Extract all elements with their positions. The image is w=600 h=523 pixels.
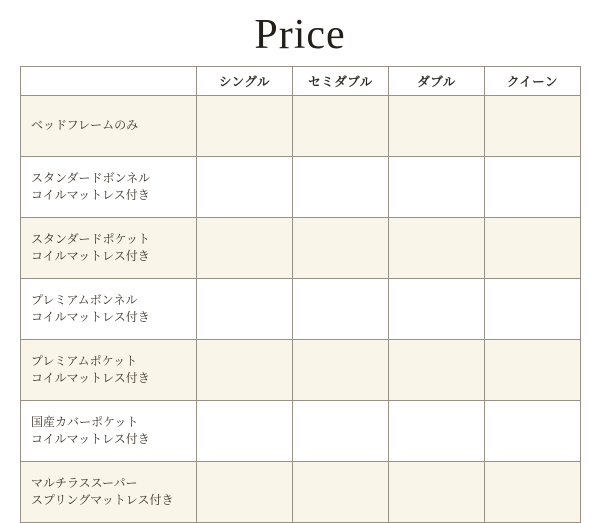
row-label-line: 国産カバーポケット <box>31 414 139 429</box>
price-cell <box>485 157 581 218</box>
row-label-standard-pocket <box>21 218 197 279</box>
row-label-line: コイルマットレス付き <box>31 371 150 386</box>
column-header-semi-double: セミダブル <box>293 67 389 96</box>
price-cell <box>197 96 293 157</box>
price-cell <box>389 401 485 462</box>
price-cell <box>197 401 293 462</box>
price-table-wrapper <box>20 66 580 523</box>
row-label-line: コイルマットレス付き <box>31 188 150 203</box>
price-cell <box>293 218 389 279</box>
row-label-frame-only <box>21 96 197 157</box>
row-label-line: コイルマットレス付き <box>31 432 150 447</box>
row-label-line: スタンダードボンネル <box>31 170 151 185</box>
table-header <box>21 67 581 96</box>
price-cell <box>485 218 581 279</box>
price-cell <box>389 96 485 157</box>
price-cell <box>293 462 389 523</box>
row-label-premium-bonnell <box>21 279 197 340</box>
table-row <box>21 157 581 218</box>
price-cell <box>197 157 293 218</box>
table-row <box>21 96 581 157</box>
row-label-domestic-cover-pocket <box>21 401 197 462</box>
price-table <box>20 66 581 523</box>
row-label-line: マルチラススーパー <box>31 475 138 490</box>
price-cell <box>293 96 389 157</box>
row-label-line: プレミアムボンネル <box>31 292 138 307</box>
row-label-line: スプリングマットレス付き <box>31 493 174 508</box>
price-cell <box>197 462 293 523</box>
price-cell <box>389 340 485 401</box>
row-label-premium-pocket <box>21 340 197 401</box>
row-label-line: スタンダードポケット <box>31 231 150 246</box>
row-label-line: コイルマットレス付き <box>31 249 150 264</box>
price-cell <box>389 218 485 279</box>
table-row <box>21 340 581 401</box>
table-row <box>21 462 581 523</box>
column-header-single: シングル <box>197 67 293 96</box>
table-body <box>21 96 581 523</box>
row-label-line: ベッドフレームのみ <box>31 118 139 133</box>
column-header-double: ダブル <box>389 67 485 96</box>
price-cell <box>197 279 293 340</box>
table-row <box>21 279 581 340</box>
price-cell <box>389 279 485 340</box>
table-corner-cell <box>21 67 197 96</box>
price-cell <box>389 157 485 218</box>
price-cell <box>293 340 389 401</box>
row-label-line: コイルマットレス付き <box>31 310 150 325</box>
price-cell <box>197 218 293 279</box>
table-row <box>21 401 581 462</box>
table-row <box>21 218 581 279</box>
price-cell <box>485 279 581 340</box>
price-cell <box>485 96 581 157</box>
price-cell <box>293 401 389 462</box>
price-cell <box>485 401 581 462</box>
column-header-queen: クイーン <box>485 67 581 96</box>
row-label-multilas-super-spring <box>21 462 197 523</box>
row-label-standard-bonnell <box>21 157 197 218</box>
price-cell <box>389 462 485 523</box>
row-label-line: プレミアムポケット <box>31 353 138 368</box>
header-row <box>21 67 581 96</box>
price-cell <box>293 157 389 218</box>
page-title: Price <box>254 12 346 58</box>
price-cell <box>197 340 293 401</box>
price-cell <box>293 279 389 340</box>
price-cell <box>485 340 581 401</box>
price-cell <box>485 462 581 523</box>
